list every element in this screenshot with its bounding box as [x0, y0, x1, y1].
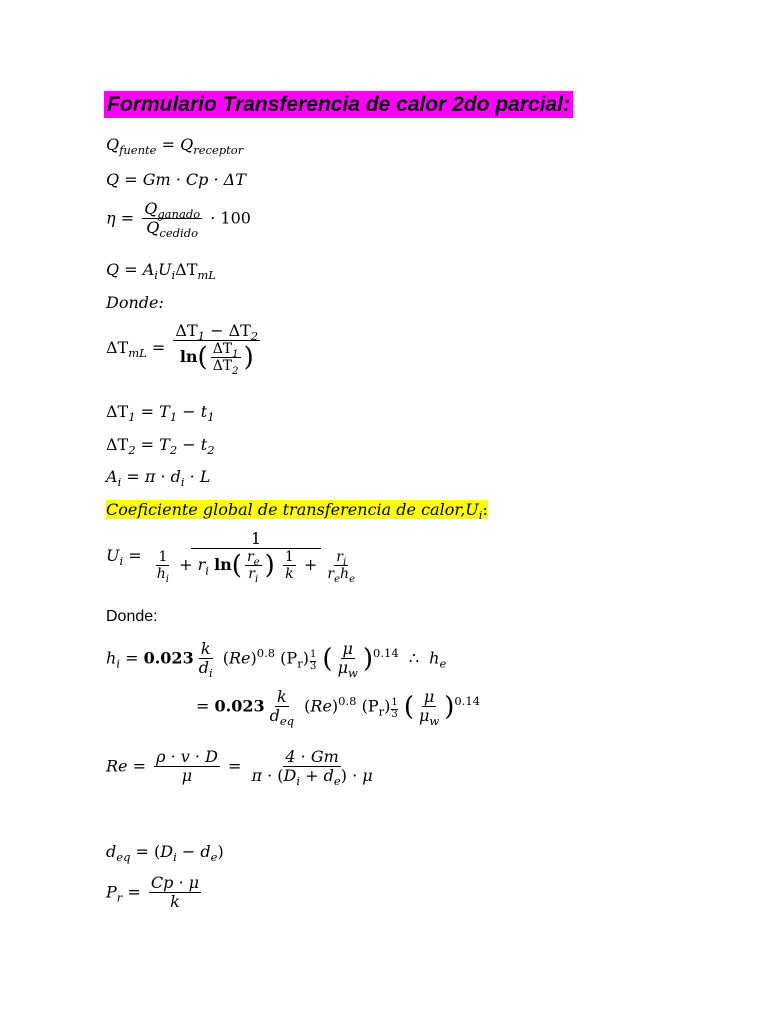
formula-overall-coefficient: $U_i$ = 1 $\frac{1}{h_i}$ + $r_i$ ln( $\frac{r_e}{r_i}$ ) $\frac{1}{k}$ + $\frac{r_i}{r_eh_e}$: [106, 529, 356, 586]
document-title: Formulario Transferencia de calor 2do parcial:: [104, 93, 573, 117]
formula-area: $A_i = \pi \cdot d_i \cdot L$: [106, 467, 211, 490]
formula-heat-flow: Q = Gm · Cp · ΔT: [106, 170, 246, 189]
formula-hi-correlation: $h_i = 0.023$ $\frac{k}{d_i}$ $(Re)^{0.8}$ $(P_r)$ $\frac{1}{3}$ ( $\frac{\mu}{\mu_w}$ )$^{0.14}$ ∴ $h_e$: [106, 639, 447, 681]
formula-lmtd: $\Delta T_{mL}$ = $\Delta T_1 - \Delta T_2$ ln( $\frac{\Delta T_1}{\Delta T_2}$ ): [106, 321, 259, 378]
donde-label-2: Donde:: [106, 608, 158, 625]
donde-label-1: Donde:: [106, 293, 164, 312]
section-heading-coeficiente: Coeficiente global de transferencia de $calor,U_i$:: [106, 500, 488, 523]
formula-delta-t2: $\Delta T_2 = T_2 - t_2$: [106, 435, 215, 458]
formula-he-correlation: = 0.023 $\frac{k}{d_{eq}}$ $(Re)^{0.8}$ $(P_r)$ $\frac{1}{3}$ ( $\frac{\mu}{\mu_w}$ )$^{0.14}$: [196, 687, 481, 729]
formula-delta-t1: $\Delta T_1 = T_1 - t_1$: [106, 402, 215, 425]
formula-heat-transfer-area: $Q = A_iU_i\Delta T_{mL}$: [106, 260, 216, 283]
formula-efficiency: η = $\frac{Q_{ganado}}{Q_{cedido}}$ · 100: [106, 199, 251, 241]
formula-prandtl: $P_r$ = $\frac{Cp \cdot \mu}{k}$: [106, 873, 200, 912]
formula-reynolds: Re = $\frac{\rho \cdot v \cdot D}{\mu}$ = $\frac{4 \cdot Gm}{\pi \cdot (D_i + d_e) \cdot \mu}$: [106, 747, 373, 789]
formula-heat-balance: $Q_{fuente} = Q_{receptor}$: [106, 135, 244, 158]
formula-equivalent-diameter: $d_{eq} = (D_i - d_e)$: [106, 842, 224, 865]
